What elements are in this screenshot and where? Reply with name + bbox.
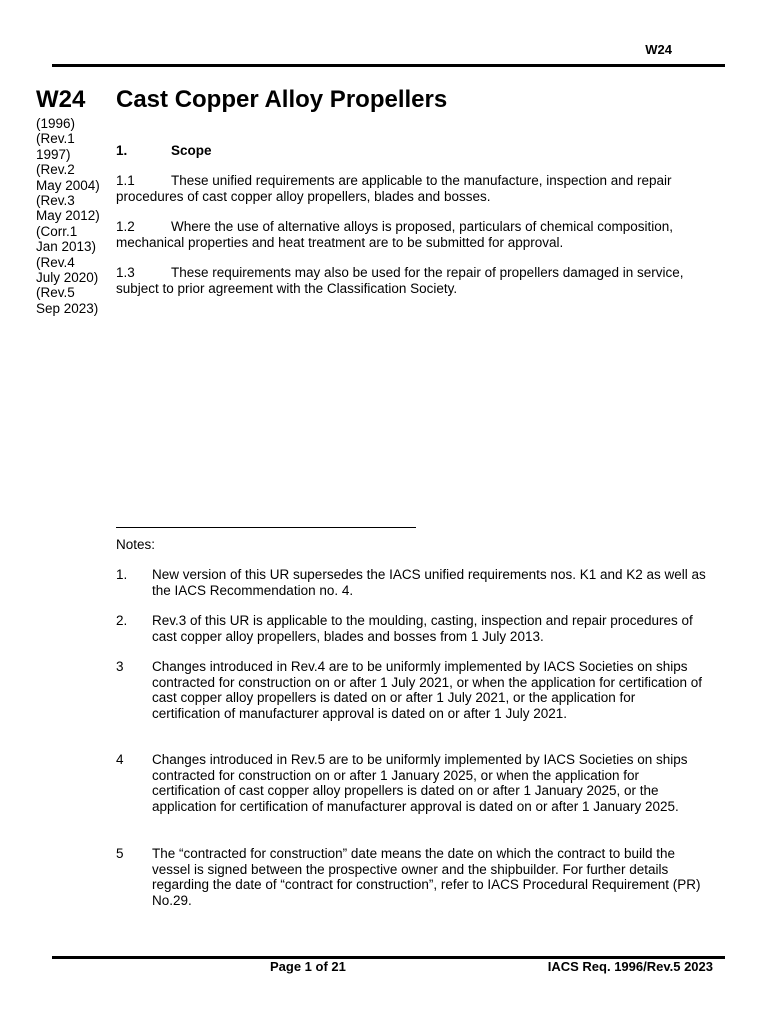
note-number: 3 (116, 659, 124, 674)
paragraph-text: These requirements may also be used for the repair of propellers damaged in service, subject to prior agreement with the Classification Society. (116, 265, 684, 296)
header-code: W24 (645, 42, 672, 57)
revision-line: 1997) (36, 146, 71, 162)
revision-line: Jan 2013) (36, 239, 97, 255)
scope-heading (116, 143, 212, 158)
note-item (116, 567, 706, 598)
paragraph-text: These unified requirements are applicable to the manufacture, inspection and repair procedures of cast copper alloy propellers, blades and bosses. (116, 173, 672, 204)
footer-reference: IACS Req. 1996/Rev.5 2023 (547, 959, 713, 974)
paragraph-text: Where the use of alternative alloys is proposed, particulars of chemical composition, mechanical properties and heat treatment are to be submitted for approval. (116, 219, 673, 250)
revision-line: July 2020) (36, 270, 99, 286)
paragraph-number: 1.3 (116, 265, 135, 280)
note-text: The “contracted for construction” date means the date on which the contract to build the vessel is signed between the prospective owner and the shipbuilder. For further details regarding the date of “contract for construction”, refer to IACS Procedural Requirement (PR) No.29. (152, 846, 701, 908)
paragraph-number: 1.1 (116, 173, 135, 188)
revision-line: May 2004) (36, 177, 100, 193)
note-text: Changes introduced in Rev.4 are to be uniformly implemented by IACS Societies on ships contracted for construction on or after 1 July 2021, or when the application for certification of cast copper alloy propellers is dated on or after 1 July 2021, or the application for certification of manufacturer approval is dated on or after 1 July 2021. (152, 659, 703, 721)
note-number: 5 (116, 846, 124, 861)
revision-history (36, 116, 100, 316)
scope-title: Scope (171, 143, 212, 158)
note-text: Rev.3 of this UR is applicable to the moulding, casting, inspection and repair procedures of cast copper alloy propellers, blades and bosses from 1 July 2013. (152, 613, 693, 644)
note-number: 1. (116, 567, 128, 582)
scope-paragraph (116, 173, 716, 204)
note-item (116, 613, 706, 644)
scope-paragraph (116, 265, 716, 296)
note-number: 4 (116, 752, 124, 767)
revision-line: (Rev.5 (36, 285, 75, 301)
revision-line: (Rev.3 (36, 193, 75, 209)
notes-heading: Notes: (116, 537, 156, 552)
top-rule (52, 64, 725, 67)
note-item (116, 659, 706, 721)
revision-line: (1996) (36, 116, 76, 131)
document-code: W24 (36, 86, 86, 113)
scope-number: 1. (116, 143, 128, 158)
note-item (116, 846, 706, 908)
document-title: Cast Copper Alloy Propellers (116, 86, 448, 113)
scope-paragraph (116, 219, 716, 250)
note-item (116, 752, 706, 814)
revision-line: (Rev.4 (36, 254, 75, 270)
page-number: Page 1 of 21 (270, 959, 346, 974)
revision-line: (Corr.1 (36, 223, 78, 239)
revision-line: May 2012) (36, 208, 100, 224)
notes-divider (116, 527, 416, 528)
paragraph-number: 1.2 (116, 219, 135, 234)
revision-line: Sep 2023) (36, 300, 99, 316)
note-text: Changes introduced in Rev.5 are to be uniformly implemented by IACS Societies on ships contracted for construction on or after 1 January 2025, or when the application for certification of cast copper alloy propellers is dated on or after 1 January 2025, or the application for certification of manufacturer approval is dated on or after 1 January 2025. (152, 752, 688, 814)
note-text: New version of this UR supersedes the IACS unified requirements nos. K1 and K2 as well as the IACS Recommendation no. 4. (152, 567, 706, 598)
revision-line: (Rev.2 (36, 162, 75, 178)
note-number: 2. (116, 613, 128, 628)
revision-line: (Rev.1 (36, 131, 75, 147)
